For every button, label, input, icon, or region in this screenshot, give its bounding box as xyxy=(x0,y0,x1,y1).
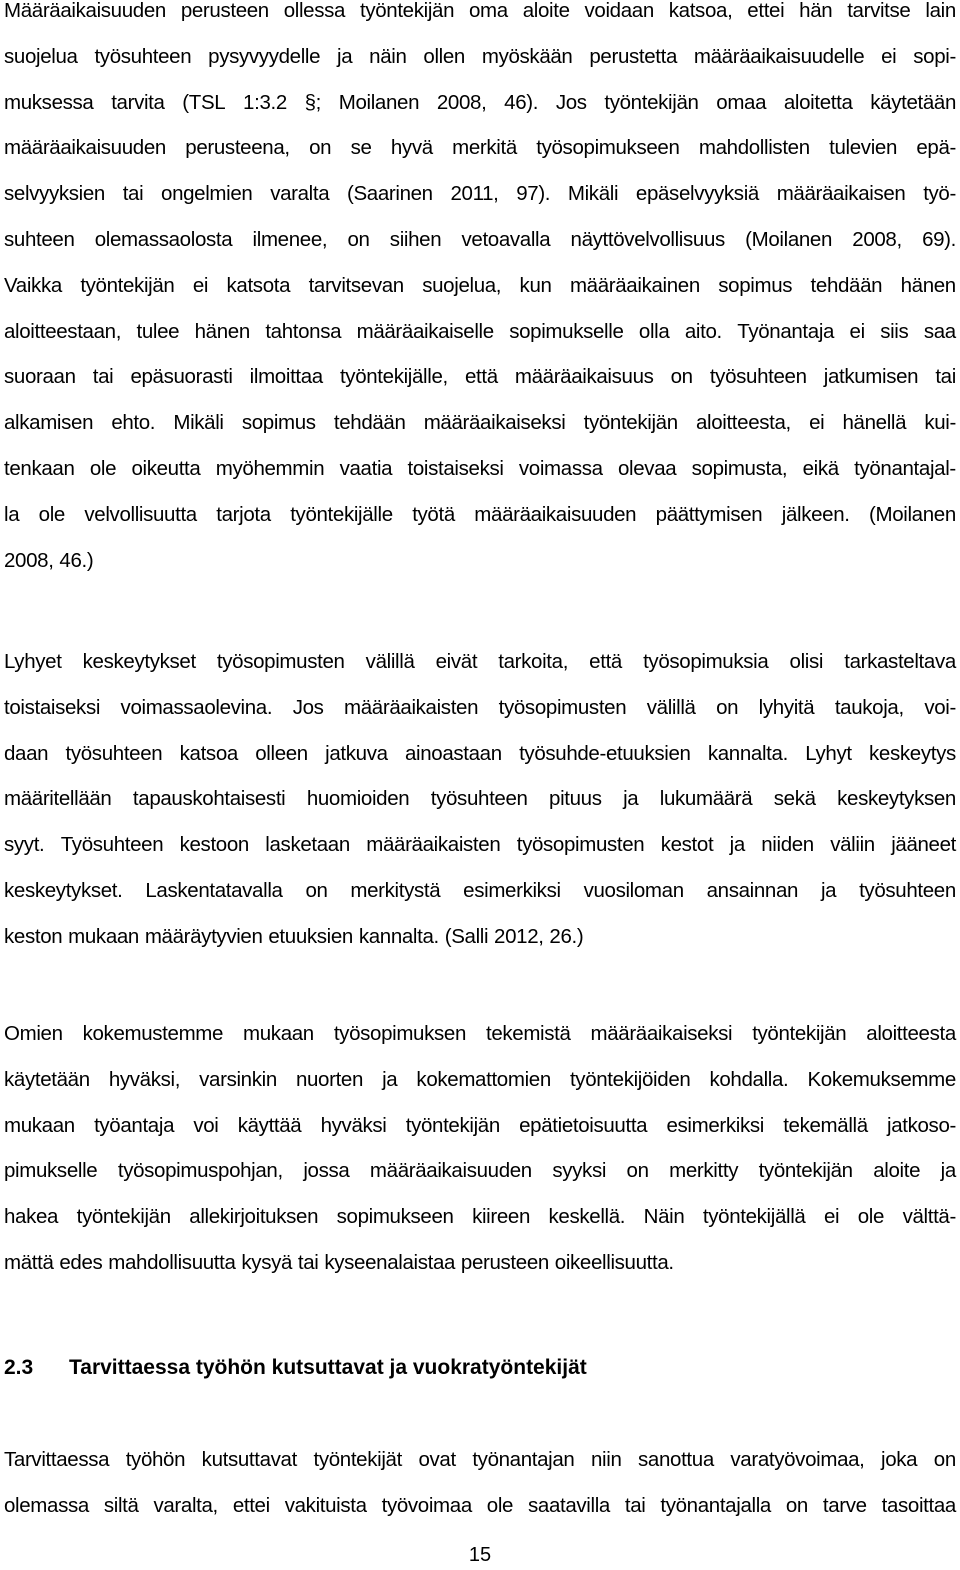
text-line: olemassa siltä varalta, ettei vakituista työvoimaa ole saatavilla tai työnantajalla on tarve tasoittaa xyxy=(4,1493,956,1517)
text-line: keskeytykset. Laskentatavalla on merkitystä esimerkiksi vuosiloman ansainnan ja työsuhteen xyxy=(4,878,956,902)
text-line: aloitteestaan, tulee hänen tahtonsa määräaikaiselle sopimukselle olla aito. Työnantaja ei siis saa xyxy=(4,319,956,343)
section-heading xyxy=(4,1348,587,1388)
text-line: Omien kokemustemme mukaan työsopimuksen tekemistä määräaikaiseksi työntekijän aloitteesta xyxy=(4,1022,956,1045)
paragraph-2 xyxy=(4,639,956,960)
text-line: määräaikaisuuden perusteena, on se hyvä merkitä työsopimukseen mahdollisten tulevien epä- xyxy=(4,136,956,160)
paragraph-1 xyxy=(4,0,956,583)
text-line: suoraan tai epäsuorasti ilmoittaa työntekijälle, että määräaikaisuus on työsuhteen jatkumisen tai xyxy=(4,365,956,389)
text-line: daan työsuhteen katsoa olleen jatkuva ainoastaan työsuhde-etuuksien kannalta. Lyhyt keskeytys xyxy=(4,741,956,765)
text-line: Tarvittaessa työhön kutsuttavat työntekijät ovat työnantajan niin sanottua varatyövoimaa, joka on xyxy=(4,1448,956,1471)
section-title: Tarvittaessa työhön kutsuttavat ja vuokratyöntekijät xyxy=(69,1356,587,1379)
section-number: 2.3 xyxy=(4,1356,34,1379)
text-line: suojelua työsuhteen pysyvyydelle ja näin ollen myöskään perustetta määräaikaisuudelle ei sopi- xyxy=(4,44,956,68)
text-line: tenkaan ole oikeutta myöhemmin vaatia toistaiseksi voimassa olevaa sopimusta, eikä työnantajal- xyxy=(4,456,956,480)
text-line: alkamisen ehto. Mikäli sopimus tehdään määräaikaiseksi työntekijän aloitteesta, ei hänellä kui- xyxy=(4,411,956,435)
paragraph-4 xyxy=(4,1437,956,1529)
text-line: selvyyksien tai ongelmien varalta (Saarinen 2011, 97). Mikäli epäselvyyksiä määräaikaisen työ- xyxy=(4,182,956,206)
paragraph-3 xyxy=(4,1011,956,1286)
text-line: mättä edes mahdollisuutta kysyä tai kyseenalaistaa perusteen oikeellisuutta. xyxy=(4,1250,674,1274)
text-line: keston mukaan määräytyvien etuuksien kannalta. (Salli 2012, 26.) xyxy=(4,924,584,948)
text-line: määritellään tapauskohtaisesti huomioiden työsuhteen pituus ja lukumäärä sekä keskeytyksen xyxy=(4,787,956,811)
text-line: hakea työntekijän allekirjoituksen sopimukseen kiireen keskellä. Näin työntekijällä ei ole välttä- xyxy=(4,1205,956,1229)
text-line: Lyhyet keskeytykset työsopimusten välillä eivät tarkoita, että työsopimuksia olisi tarkasteltava xyxy=(4,650,956,673)
text-line: käytetään hyväksi, varsinkin nuorten ja kokemattomien työntekijöiden kohdalla. Kokemuksemme xyxy=(4,1067,956,1091)
text-line: syyt. Työsuhteen kestoon lasketaan määräaikaisten työsopimusten kestot ja niiden väliin jääneet xyxy=(4,833,956,857)
text-line: 2008, 46.) xyxy=(4,548,94,572)
text-line: pimukselle työsopimuspohjan, jossa määräaikaisuuden syyksi on merkitty työntekijän aloite ja xyxy=(4,1159,956,1183)
text-line: mukaan työantaja voi käyttää hyväksi työntekijän epätietoisuutta esimerkiksi tekemällä jatkoso- xyxy=(4,1113,956,1137)
text-line: toistaiseksi voimassaolevina. Jos määräaikaisten työsopimusten välillä on lyhyitä taukoja, voi- xyxy=(4,695,956,719)
text-line: Määräaikaisuuden perusteen ollessa työntekijän oma aloite voidaan katsoa, ettei hän tarvitse lain xyxy=(4,0,956,22)
page-number: 15 xyxy=(468,1544,492,1566)
text-line: Vaikka työntekijän ei katsota tarvitsevan suojelua, kun määräaikainen sopimus tehdään hänen xyxy=(4,273,956,297)
text-line: suhteen olemassaolosta ilmenee, on siihen vetoavalla näyttövelvollisuus (Moilanen 2008, 69). xyxy=(4,227,956,251)
text-line: la ole velvollisuutta tarjota työntekijälle työtä määräaikaisuuden päättymisen jälkeen. (Moilanen xyxy=(4,502,956,526)
text-line: muksessa tarvita (TSL 1:3.2 §; Moilanen 2008, 46). Jos työntekijän omaa aloitetta käytetään xyxy=(4,90,956,114)
